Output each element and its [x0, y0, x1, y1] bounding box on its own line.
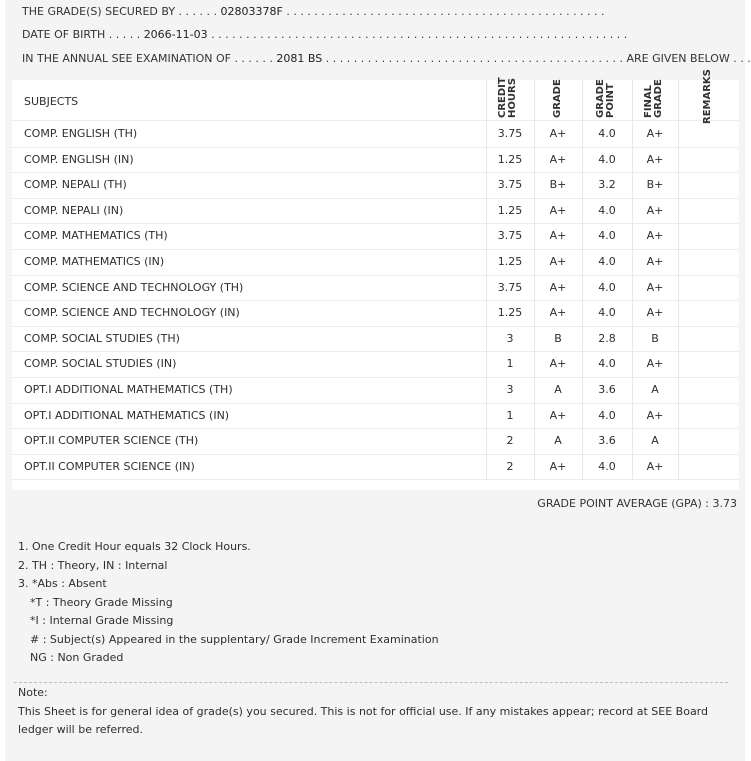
grade-point: 4.0 [598, 408, 616, 422]
final-grade: A+ [646, 152, 664, 166]
credit-hours: 3.75 [497, 127, 523, 140]
final-grade: A+ [646, 306, 664, 320]
subject-name: COMP. NEPALI (IN) [24, 203, 124, 217]
subject-name: OPT.II COMPUTER SCIENCE (IN) [24, 459, 195, 473]
header-exam: IN THE ANNUAL SEE EXAMINATION OF . . . . . . 2081 BS . . . . . . . . . . . . . . . . . . . . . . . . . . . . . . . . . . . . . . . . . . . ARE GIVEN BELOW . . . [22, 52, 751, 65]
exam-year: 2081 BS [276, 52, 323, 65]
final-grade: A+ [646, 408, 664, 422]
row-divider [12, 326, 739, 327]
grade-point: 4.0 [598, 459, 616, 473]
final-grade: B+ [646, 178, 664, 192]
subject-name: OPT.II COMPUTER SCIENCE (TH) [24, 434, 199, 448]
grade: B+ [549, 178, 567, 192]
credit-hours: 3.75 [497, 178, 523, 192]
grade-point: 4.0 [598, 203, 616, 217]
row-divider [12, 275, 739, 276]
note-line: *I : Internal Grade Missing [30, 614, 174, 627]
dob-value: 2066-11-03 [143, 28, 208, 41]
credit-hours: 3.75 [497, 280, 523, 294]
grade-point: 4.0 [598, 229, 616, 243]
grade-point: 3.2 [598, 178, 616, 192]
note-line: 3. *Abs : Absent [18, 577, 107, 590]
final-grade: B [651, 331, 659, 345]
row-divider [12, 351, 739, 352]
header-divider [12, 120, 739, 121]
grade: A+ [549, 229, 567, 243]
remarks-header: REMARKS [702, 69, 713, 124]
note-line: # : Subject(s) Appeared in the supplentary/ Grade Increment Examination [30, 632, 439, 646]
disclaimer-title: Note: [18, 686, 48, 699]
row-divider [12, 172, 739, 173]
row-divider [12, 479, 739, 480]
final-grade: A+ [646, 357, 664, 371]
col-divider [678, 80, 679, 480]
row-divider [12, 428, 739, 429]
note-line: 1. One Credit Hour equals 32 Clock Hours. [18, 540, 251, 553]
grade: A+ [549, 306, 567, 320]
final-grade: A+ [646, 229, 664, 243]
grade: A+ [549, 459, 567, 473]
row-divider [12, 249, 739, 250]
subject-name: OPT.I ADDITIONAL MATHEMATICS (TH) [24, 383, 233, 396]
grade: A+ [549, 203, 567, 217]
row-divider [12, 147, 739, 148]
grade-point: 4.0 [598, 357, 616, 371]
final-grade: A [651, 434, 659, 448]
grade: B [554, 331, 562, 345]
note-line: 2. TH : Theory, IN : Internal [18, 558, 168, 572]
grade-point: 3.6 [598, 383, 616, 396]
credit-hours: 3 [506, 383, 514, 396]
disclaimer-text: This Sheet is for general idea of grade(s) you secured. This is not for official use. If any mistakes appear; record at SEE Board ledger will be referred. [18, 704, 708, 736]
credit-hours: 3.75 [497, 229, 523, 243]
subject-name: COMP. NEPALI (TH) [24, 178, 127, 192]
grade-point: 2.8 [598, 331, 616, 345]
gpa-line [537, 497, 737, 510]
final-grade: A+ [646, 127, 664, 140]
final-grade: A+ [646, 203, 664, 217]
gpa-label: GRADE POINT AVERAGE (GPA) : [537, 497, 709, 510]
subject-name: COMP. SOCIAL STUDIES (TH) [24, 331, 180, 345]
credit-hours: 1.25 [497, 203, 523, 217]
credit-hours: 1.25 [497, 306, 523, 320]
grade: A+ [549, 408, 567, 422]
final-grade: A+ [646, 459, 664, 473]
grades-table [12, 69, 739, 490]
legend-notes [18, 538, 439, 668]
note-line: NG : Non Graded [30, 651, 124, 664]
dashed-divider [14, 682, 728, 683]
grade-point: 4.0 [598, 152, 616, 166]
subject-name: COMP. SCIENCE AND TECHNOLOGY (TH) [24, 280, 244, 294]
row-divider [12, 300, 739, 301]
header-date-of-birth: DATE OF BIRTH . . . . . 2066-11-03 . . . . . . . . . . . . . . . . . . . . . . . . . . . . . . . . . . . . . . . . . . . . . . . . . . . . . . . . . . . . [22, 28, 628, 41]
subject-name: OPT.I ADDITIONAL MATHEMATICS (IN) [24, 408, 230, 422]
grade: A+ [549, 357, 567, 371]
row-divider [12, 377, 739, 378]
symbol-number: 02803378F [220, 5, 283, 18]
grade-point: 3.6 [598, 434, 616, 448]
final-grade: A+ [646, 255, 664, 268]
grade: A [554, 383, 562, 396]
credit-hours: 2 [506, 434, 514, 448]
credit-hours: 1.25 [497, 255, 523, 268]
gpa-value: 3.73 [712, 497, 737, 510]
subject-name: COMP. ENGLISH (IN) [24, 152, 134, 166]
grade: A+ [549, 152, 567, 166]
grade-header: GRADE [552, 79, 563, 118]
row-divider [12, 198, 739, 199]
row-divider [12, 454, 739, 455]
final-grade-header: FINAL GRADE [643, 79, 664, 118]
grade: A+ [549, 127, 567, 140]
subject-name: COMP. SCIENCE AND TECHNOLOGY (IN) [24, 306, 240, 320]
subject-name: COMP. SOCIAL STUDIES (IN) [24, 357, 177, 371]
credit-hours: 1 [506, 357, 514, 371]
grade-point: 4.0 [598, 306, 616, 320]
row-divider [12, 223, 739, 224]
grade: A+ [549, 255, 567, 268]
grade-point: 4.0 [598, 255, 616, 268]
grade-point: 4.0 [598, 280, 616, 294]
grade-point-header: GRADE POINT [595, 79, 616, 118]
header-secured-by: THE GRADE(S) SECURED BY . . . . . . 02803378F . . . . . . . . . . . . . . . . . . . . . . . . . . . . . . . . . . . . . . . . . . . . . . [22, 5, 605, 18]
grade-point: 4.0 [598, 127, 616, 140]
grade: A [554, 434, 562, 448]
subject-name: COMP. MATHEMATICS (IN) [24, 255, 165, 268]
subject-name: COMP. MATHEMATICS (TH) [24, 229, 168, 243]
credit-hours: 3 [506, 331, 514, 345]
credit-hours: 2 [506, 459, 514, 473]
final-grade: A+ [646, 280, 664, 294]
final-grade: A [651, 383, 659, 396]
subject-name: COMP. ENGLISH (TH) [24, 127, 138, 140]
credit-hours-header: CREDIT HOURS [497, 77, 518, 118]
grade: A+ [549, 280, 567, 294]
note-line: *T : Theory Grade Missing [30, 595, 173, 609]
row-divider [12, 403, 739, 404]
credit-hours: 1 [506, 408, 514, 422]
subjects-header: SUBJECTS [24, 95, 79, 108]
disclaimer [18, 684, 730, 740]
credit-hours: 1.25 [497, 152, 523, 166]
